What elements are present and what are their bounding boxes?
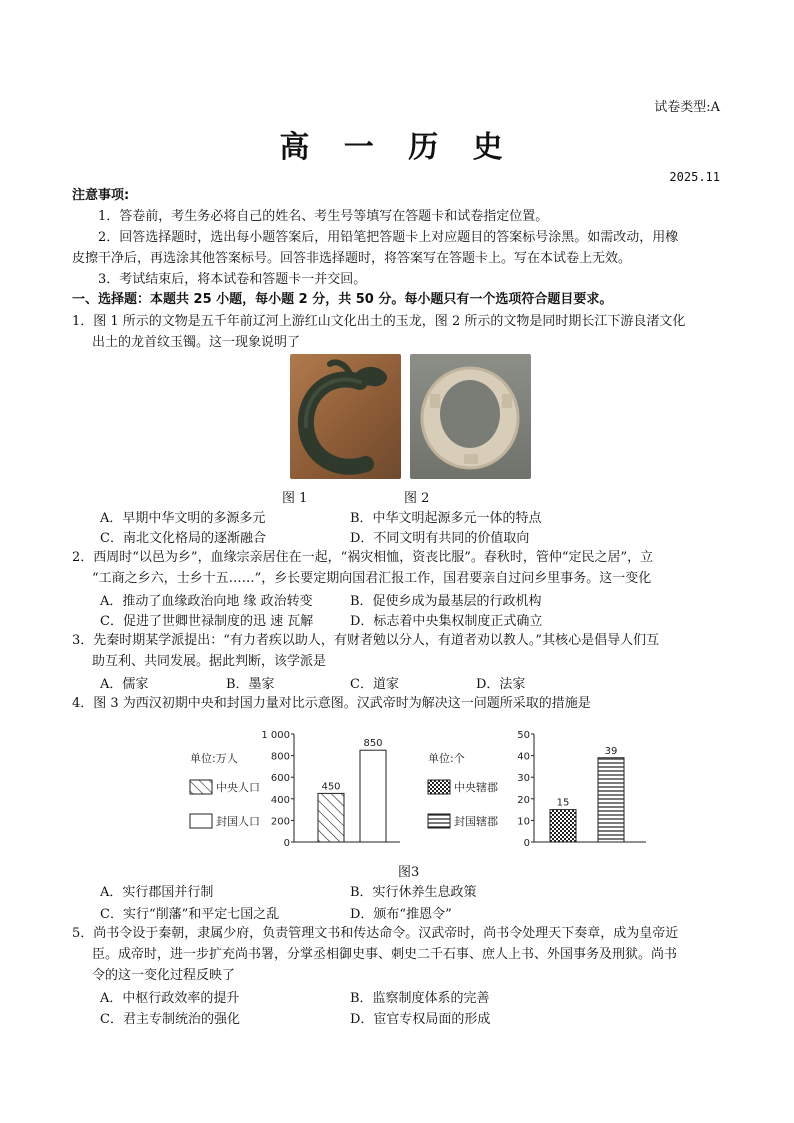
figure-3-label: 图3 xyxy=(398,865,420,880)
q5-option-c[interactable]: C．君主专制统治的强化 xyxy=(100,1012,240,1027)
jade-bracelet-image xyxy=(410,354,531,479)
q1-option-c[interactable]: C．南北文化格局的逐渐融合 xyxy=(100,531,266,546)
q1-option-a[interactable]: A．早期中华文明的多源多元 xyxy=(100,511,266,526)
q5-stem-line-1: 5．尚书令设于秦朝，隶属少府，负责管理文书和传达命令。汉武帝时，尚书令处理天下奏章，成为皇帝近 xyxy=(72,926,679,941)
legend-swatch xyxy=(428,814,450,828)
notes-heading: 注意事项: xyxy=(72,188,130,203)
q2-stem-line-1: 2．西周时“以邑为乡”，血缘宗亲居住在一起，“祸灾相恤，资丧比服”。春秋时，管仲“定民之居”，立 xyxy=(72,550,654,565)
legend-swatch xyxy=(190,814,212,828)
y-tick-label: 200 xyxy=(270,816,290,828)
data-label: 850 xyxy=(363,738,383,750)
prefecture-chart xyxy=(428,730,646,849)
population-chart xyxy=(190,730,400,849)
unit-label: 单位:个 xyxy=(428,752,465,765)
y-tick-label: 50 xyxy=(517,730,530,741)
data-label: 39 xyxy=(604,745,618,757)
y-tick-label: 1 000 xyxy=(261,730,290,741)
legend-label: 封国辖郡 xyxy=(454,815,498,828)
q5-option-a[interactable]: A．中枢行政效率的提升 xyxy=(100,991,240,1006)
legend-swatch xyxy=(190,780,212,794)
q2-option-b[interactable]: B．促使乡成为最基层的行政机构 xyxy=(350,594,542,609)
q1-stem-line-1: 1．图 1 所示的文物是五千年前辽河上游红山文化出土的玉龙，图 2 所示的文物是同时期长江下游良渚文化 xyxy=(72,314,686,329)
exam-date: 2025.11 xyxy=(669,170,720,184)
q2-stem-line-2: “工商之乡六，士乡十五……”，乡长要定期向国君汇报工作，国君要亲自过问乡里事务。这一变化 xyxy=(92,571,652,586)
notes-item-1: 1．答卷前，考生务必将自己的姓名、考生号等填写在答题卡和试卷指定位置。 xyxy=(98,209,549,224)
page-title: 高 一 历 史 xyxy=(279,130,515,165)
legend-label: 中央辖郡 xyxy=(454,781,498,794)
q4-stem-line-1: 4．图 3 为西汉初期中央和封国力量对比示意图。汉武帝时为解决这一问题所采取的措施是 xyxy=(72,696,591,711)
notes-item-2-cont: 皮擦干净后，再选涂其他答案标号。回答非选择题时，将答案写在答题卡上。写在本试卷上无效。 xyxy=(72,251,632,266)
q5-stem-line-2: 臣。成帝时，进一步扩充尚书署，分掌丞相御史事、刺史二千石事、庶人上书、外国事务及刑狱。尚书 xyxy=(92,947,678,962)
q3-option-c[interactable]: C．道家 xyxy=(350,677,399,692)
legend-label: 中央人口 xyxy=(216,781,260,794)
bar-封国人口 xyxy=(360,750,386,842)
figure-3-charts xyxy=(180,722,660,852)
notes-item-2: 2．回答选择题时，选出每小题答案后，用铅笔把答题卡上对应题目的答案标号涂黑。如需改动，用橡 xyxy=(98,230,679,245)
jade-dragon-image xyxy=(290,354,401,479)
q1-stem-line-2: 出土的龙首纹玉镯。这一现象说明了 xyxy=(92,335,301,350)
bar-中央辖郡 xyxy=(550,810,576,842)
q2-option-c[interactable]: C．促进了世卿世禄制度的迅 速 瓦解 xyxy=(100,614,314,629)
q4-option-a[interactable]: A．实行郡国并行制 xyxy=(100,885,214,900)
q5-option-d[interactable]: D．宦官专权局面的形成 xyxy=(350,1012,491,1027)
notes-item-3: 3．考试结束后，将本试卷和答题卡一并交回。 xyxy=(98,272,367,287)
y-tick-label: 0 xyxy=(283,838,290,849)
y-tick-label: 30 xyxy=(517,773,530,785)
figure-2-label: 图 2 xyxy=(404,491,430,506)
q2-option-d[interactable]: D．标志着中央集权制度正式确立 xyxy=(350,614,543,629)
y-tick-label: 400 xyxy=(270,794,290,806)
y-tick-label: 40 xyxy=(517,751,530,763)
q2-option-a[interactable]: A．推动了血缘政治向地 缘 政治转变 xyxy=(100,594,313,609)
q3-option-a[interactable]: A．儒家 xyxy=(100,677,149,692)
legend-label: 封国人口 xyxy=(216,815,260,828)
legend-swatch xyxy=(428,780,450,794)
unit-label: 单位:万人 xyxy=(190,752,238,765)
q4-option-b[interactable]: B．实行休养生息政策 xyxy=(350,885,477,900)
y-tick-label: 10 xyxy=(517,816,530,828)
q1-option-d[interactable]: D．不同文明有共同的价值取向 xyxy=(350,531,530,546)
q1-option-b[interactable]: B．中华文明起源多元一体的特点 xyxy=(350,511,542,526)
y-tick-label: 0 xyxy=(523,838,530,849)
y-tick-label: 600 xyxy=(270,773,290,785)
bar-中央人口 xyxy=(318,793,344,842)
q3-stem-line-2: 助互利、共同发展。据此判断，该学派是 xyxy=(92,654,327,669)
data-label: 450 xyxy=(321,781,341,793)
q5-option-b[interactable]: B．监察制度体系的完善 xyxy=(350,991,490,1006)
section-heading: 一、选择题：本题共 25 小题，每小题 2 分，共 50 分。每小题只有一个选项符合题目要求。 xyxy=(72,292,613,307)
y-tick-label: 20 xyxy=(517,794,530,806)
paper-type-label: 试卷类型:A xyxy=(654,100,720,115)
q4-option-d[interactable]: D．颁布“推恩令” xyxy=(350,907,452,922)
y-tick-label: 800 xyxy=(270,751,290,763)
q4-option-c[interactable]: C．实行“削藩”和平定七国之乱 xyxy=(100,907,280,922)
bar-封国辖郡 xyxy=(598,758,624,842)
q3-option-b[interactable]: B．墨家 xyxy=(226,677,275,692)
q5-stem-line-3: 令的这一变化过程反映了 xyxy=(92,968,236,983)
figure-1-label: 图 1 xyxy=(282,491,308,506)
q3-option-d[interactable]: D．法家 xyxy=(476,677,526,692)
q3-stem-line-1: 3．先秦时期某学派提出：“有力者疾以助人，有财者勉以分人，有道者劝以教人。”其核心是倡导人们互 xyxy=(72,633,660,648)
data-label: 15 xyxy=(556,797,570,809)
